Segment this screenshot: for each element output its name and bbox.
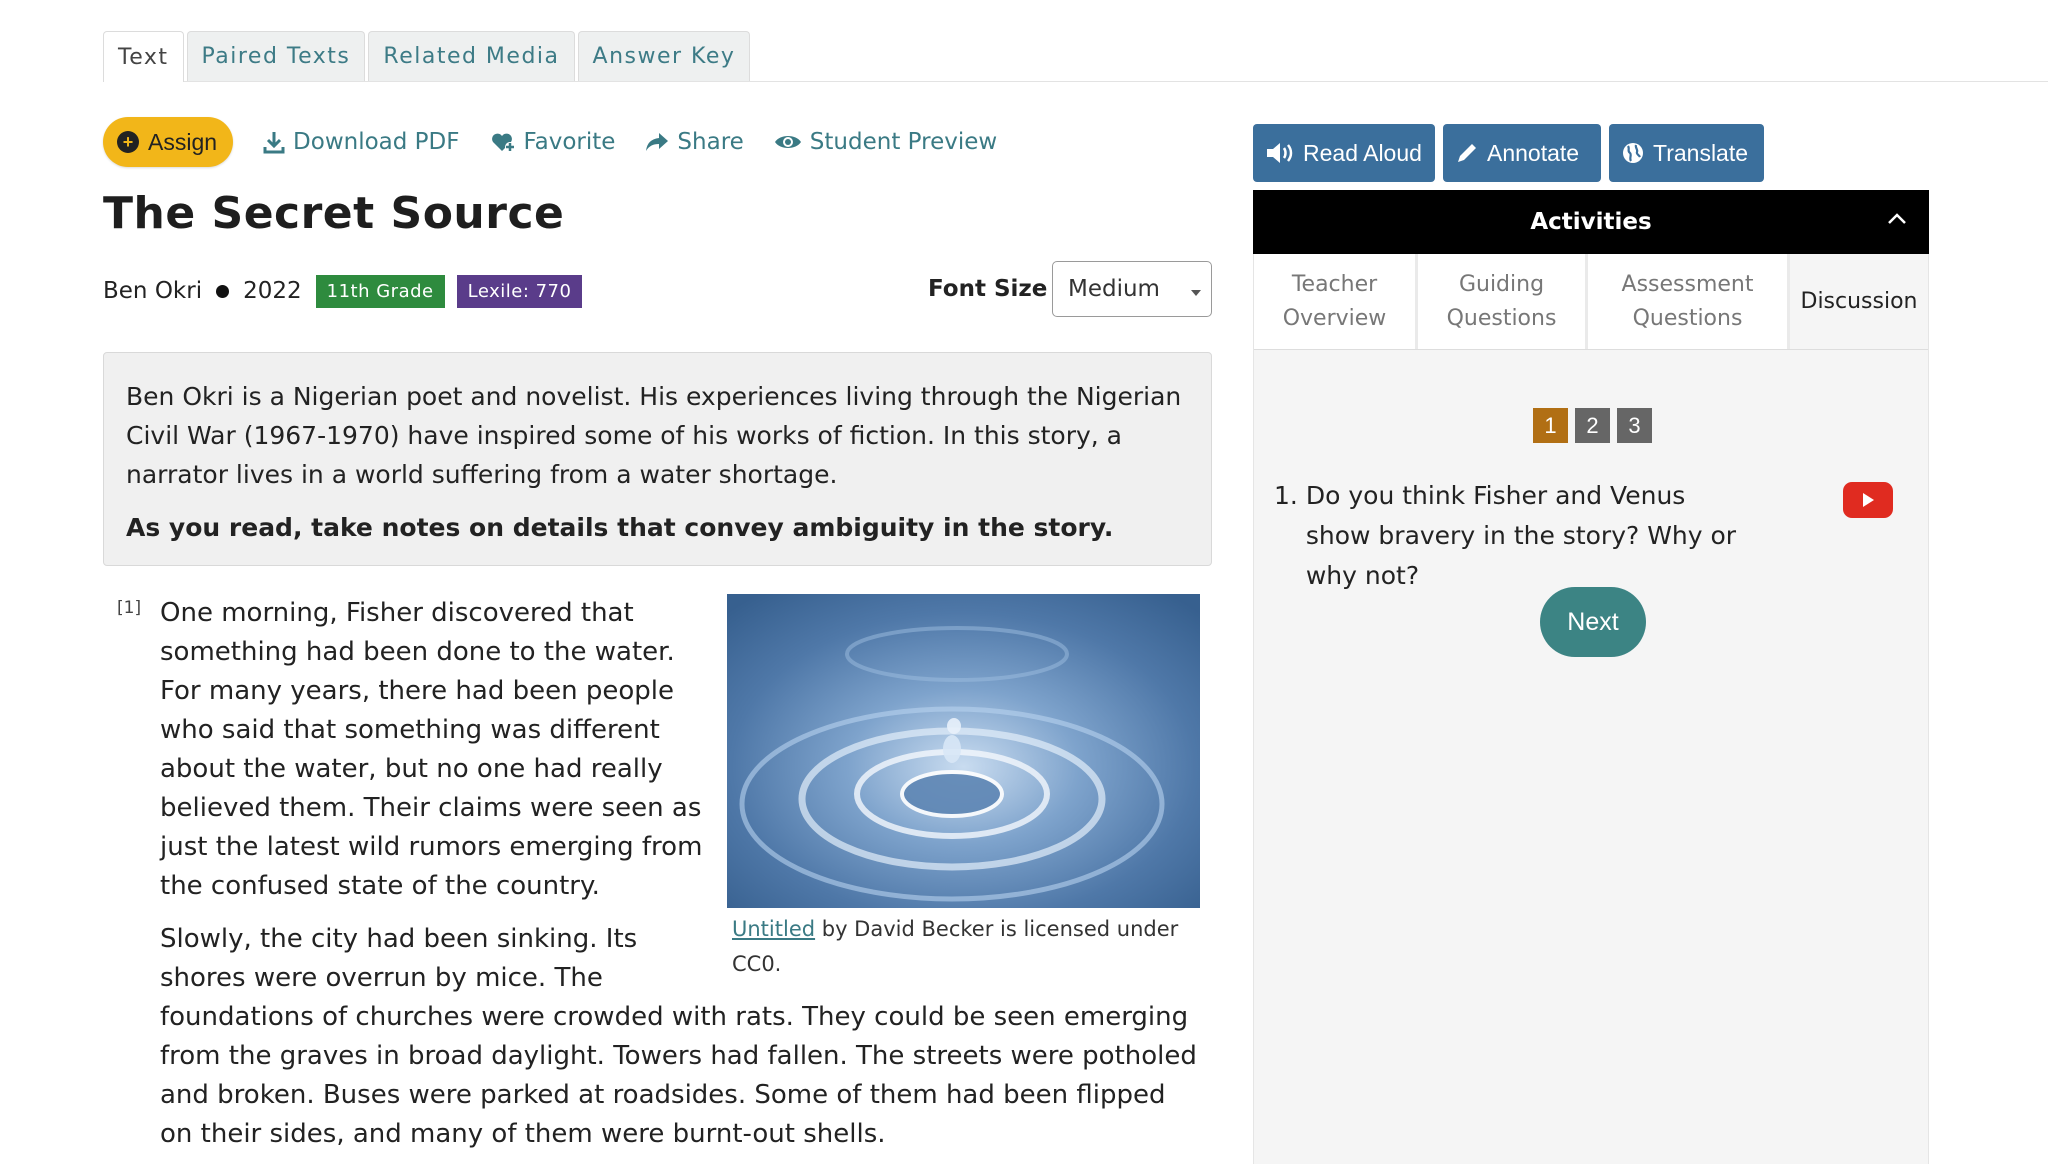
activities-header[interactable] [1253,190,1929,254]
grade-badge: 11th Grade [316,275,445,308]
youtube-icon[interactable] [1843,482,1893,518]
chevron-up-icon[interactable] [1887,212,1907,226]
read-aloud-label: Read Aloud [1303,139,1422,166]
favorite-label: Favorite [523,129,616,155]
tab-discussion[interactable]: Discussion [1790,254,1928,349]
intro-text: Ben Okri is a Nigerian poet and novelist. His experiences living through the Nigerian Civil War (1967-1970) have inspired some of his works of fiction. In this story, a narrator lives in a world suffering from a water shortage. [126,382,1182,489]
image-license: by David Becker is licensed under CC0. [732,917,1179,976]
translate-button[interactable] [1609,124,1764,182]
action-bar [103,117,997,167]
assign-button[interactable] [103,117,233,167]
caret-down-icon [1191,290,1201,296]
water-drop-image [727,594,1200,908]
image-source-link[interactable]: Untitled [732,917,816,941]
story-paragraph-2: Slowly, the city had been sinking. Its shores were overrun by mice. The foundations of churches were crowded with rats. They could be seen emerging from the graves in broad daylight. Towers had fallen. The streets were potholed and broken. Buses were parked at roadsides. Some of them had been flipped on their sides, and many of them were burnt-out shells. [160,924,1197,1149]
translate-label: Translate [1653,139,1749,166]
globe-icon [1621,141,1645,165]
pen-icon [1455,141,1479,165]
download-label: Download PDF [293,129,460,155]
preview-label: Student Preview [809,129,998,155]
next-button[interactable]: Next [1540,587,1646,657]
page-button-1[interactable]: 1 [1533,408,1568,443]
tab-teacher-overview[interactable]: Teacher Overview [1254,254,1418,349]
tab-paired-texts[interactable]: Paired Texts [187,31,366,81]
tab-assessment-questions[interactable]: Assessment Questions [1588,254,1790,349]
story-figure [727,594,1200,982]
separator-dot [216,285,229,298]
content-tabs [103,32,2048,82]
page-button-3[interactable]: 3 [1617,408,1652,443]
share-icon [645,131,669,153]
question-number: 1. [1274,481,1298,510]
share-link[interactable] [645,129,743,155]
eye-icon [774,132,802,152]
heart-plus-icon [490,131,516,153]
intro-box [103,352,1212,566]
paragraph-number: [1] [117,598,142,618]
download-pdf-link[interactable] [263,129,459,155]
tab-related-media[interactable]: Related Media [368,31,574,81]
reading-note: As you read, take notes on details that convey ambiguity in the story. [126,513,1114,542]
play-icon [1860,492,1876,508]
question-text: Do you think Fisher and Venus show bravery in the story? Why or why not? [1305,481,1737,590]
annotate-button[interactable] [1443,124,1601,182]
article-meta [103,272,594,310]
tab-guiding-questions[interactable]: Guiding Questions [1418,254,1588,349]
student-preview-link[interactable] [774,129,997,155]
reading-tools [1253,124,1772,182]
activities-title: Activities [1530,209,1652,235]
story-text [160,594,1200,1164]
read-aloud-button[interactable] [1253,124,1435,182]
plus-icon: + [117,131,139,153]
font-size-value: Medium [1068,276,1160,302]
assign-label: Assign [148,128,218,155]
image-caption [727,908,1200,982]
annotate-label: Annotate [1487,139,1580,166]
discussion-question [1274,476,1754,596]
activity-tabs [1254,254,1928,350]
page-button-2[interactable]: 2 [1575,408,1610,443]
activities-panel [1253,254,1929,1164]
font-size-select[interactable] [1052,261,1212,317]
author-name: Ben Okri [103,278,203,304]
tab-text[interactable]: Text [103,31,184,82]
lexile-badge: Lexile: 770 [457,275,583,308]
font-size-label: Font Size [928,276,1048,302]
page-title: The Secret Source [103,188,565,239]
speaker-icon [1265,142,1295,164]
download-icon [263,130,285,154]
share-label: Share [677,129,744,155]
publication-year: 2022 [243,278,302,304]
favorite-link[interactable] [490,129,616,155]
question-pager [1533,408,1659,443]
story-paragraph-1: One morning, Fisher discovered that something had been done to the water. For many years, there had been people who said that something was different about the water, but no one had really believed them. Their claims were seen as just the latest wild rumors emerging from the confused state of the country. [160,598,703,901]
tab-answer-key[interactable]: Answer Key [578,31,751,81]
